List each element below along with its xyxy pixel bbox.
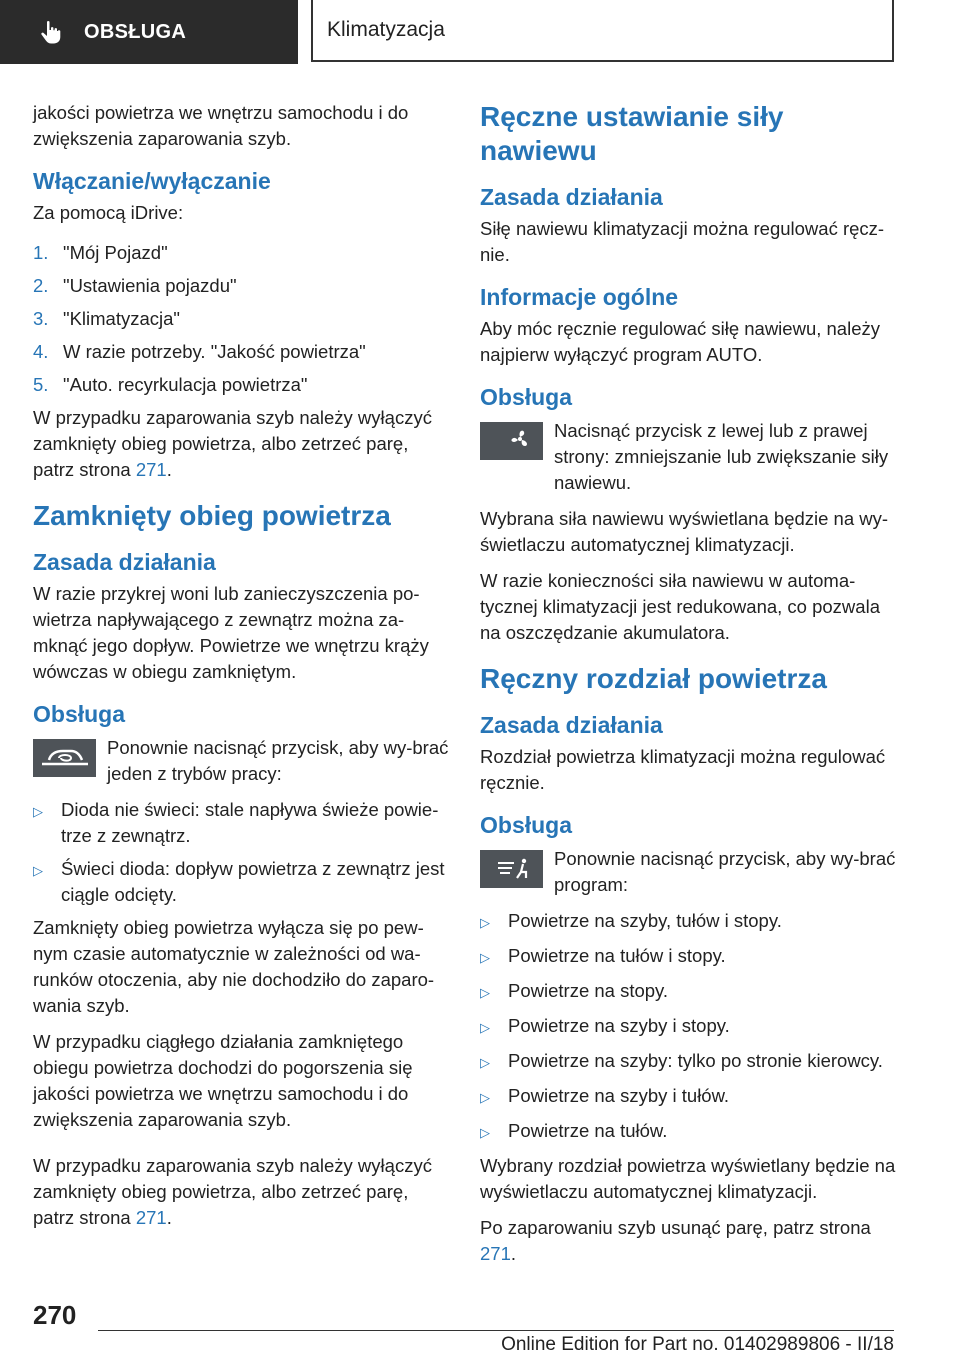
airflow-heading: Ręczne ustawianie siły nawiewu <box>480 101 784 166</box>
principle-heading: Zasada działania <box>480 184 663 210</box>
dist-operation-text: Ponownie nacisnąć przycisk, aby wy-brać program: <box>554 848 896 895</box>
list-item <box>480 1083 896 1111</box>
principle-text: W razie przykrej woni lub zanieczyszczenia po-wietrza napływającego z zewnątrz można za-mknąć jego dopływ. Powietrze we wnętrzu krąży wówczas w obiegu zamkniętym. <box>33 583 429 682</box>
mode-text: Dioda nie świeci: stale napływa świeże powie-trze z zewnątrz. <box>61 799 439 846</box>
program-text: Powietrze na szyby: tylko po stronie kierowcy. <box>508 1050 883 1071</box>
program-text: Powietrze na tułów i stopy. <box>508 945 726 966</box>
recirculation-button-row <box>33 735 449 787</box>
right-column <box>480 100 896 1277</box>
triangle-bullet-icon: ▷ <box>480 950 490 965</box>
operation-text: Ponownie nacisnąć przycisk, aby wy-brać jeden z trybów pracy: <box>107 737 449 784</box>
footer-divider <box>98 1330 894 1331</box>
triangle-bullet-icon: ▷ <box>480 1125 490 1140</box>
principle-text: Siłę nawiewu klimatyzacji można regulować ręcz-nie. <box>480 218 885 265</box>
list-item <box>480 908 896 936</box>
step-text: "Ustawienia pojazdu" <box>63 275 237 296</box>
list-item <box>33 368 449 401</box>
dist-principle-heading: Zasada działania <box>480 712 663 738</box>
fan-off-button-icon <box>480 422 543 460</box>
step-text: "Mój Pojazd" <box>63 242 168 263</box>
auto-off-text: Zamknięty obieg powietrza wyłącza się po pew-nym czasie automatycznie w zależności od wa-runków otoczenia, aby nie dochodziło do zaparo-wania szyb. <box>33 917 435 1016</box>
defog-text: Po zaparowaniu szyb usunąć parę, patrz strona <box>480 1217 871 1238</box>
list-item <box>480 1013 896 1041</box>
list-item <box>33 856 449 908</box>
program-text: Powietrze na szyby, tułów i stopy. <box>508 910 782 931</box>
list-item <box>33 269 449 302</box>
step-text: "Klimatyzacja" <box>63 308 180 329</box>
page-link[interactable]: 271 <box>135 459 167 480</box>
display-text: Wybrana siła nawiewu wyświetlana będzie na wy-świetlaczu automatycznej klimatyzacji. <box>480 508 889 555</box>
list-item <box>480 943 896 971</box>
chapter-tab[interactable] <box>311 0 894 62</box>
selected-text: Wybrany rozdział powietrza wyświetlany będzie na wyświetlaczu automatycznej klimatyzacji. <box>480 1155 896 1202</box>
list-item <box>33 236 449 269</box>
triangle-bullet-icon: ▷ <box>480 985 490 1000</box>
mode-text: Świeci dioda: dopływ powietrza z zewnątrz jest ciągle odcięty. <box>61 858 445 905</box>
step-text: "Auto. recyrkulacja powietrza" <box>63 374 308 395</box>
operation-heading: Obsługa <box>33 701 126 727</box>
defog-end: . <box>510 1243 517 1264</box>
program-text: Powietrze na stopy. <box>508 980 669 1001</box>
step-number: 5. <box>33 374 49 395</box>
general-heading: Informacje ogólne <box>480 284 679 310</box>
step-number: 1. <box>33 242 49 263</box>
list-item <box>480 978 896 1006</box>
intro-paragraph: jakości powietrza we wnętrzu samochodu i do zwiększenia zaparowania szyb. <box>33 102 409 149</box>
page-link[interactable]: 271 <box>480 1243 511 1264</box>
car-recirculation-icon <box>37 743 93 773</box>
step-number: 2. <box>33 275 49 296</box>
onoff-heading: Włączanie/wyłączanie <box>33 168 271 194</box>
distribution-programs <box>480 908 896 1146</box>
list-item <box>33 797 449 849</box>
list-item <box>480 1118 896 1146</box>
edition-text: Online Edition for Part no. 01402989806 - II/18 <box>501 1334 894 1355</box>
page-header <box>0 0 960 66</box>
step-number: 4. <box>33 341 49 362</box>
recirculation-heading: Zamknięty obieg powietrza <box>33 500 391 531</box>
recirculation-button-icon <box>33 739 96 777</box>
step-number: 3. <box>33 308 49 329</box>
section-tab[interactable] <box>0 0 298 64</box>
fan-operation-text: Nacisnąć przycisk z lewej lub z prawej strony: zmniejszanie lub zwiększanie siły nawiewu. <box>554 420 889 493</box>
program-text: Powietrze na szyby i stopy. <box>508 1015 730 1036</box>
hand-pointer-icon <box>38 19 64 45</box>
triangle-bullet-icon: ▷ <box>480 1020 490 1035</box>
recirculation-modes <box>33 797 449 908</box>
fog-text: W przypadku zaparowania szyb należy wyłączyć zamknięty obieg powietrza, albo zetrzeć parę, patrz strona <box>33 1155 432 1228</box>
triangle-bullet-icon: ▷ <box>480 1055 490 1070</box>
fog-paragraph-2 <box>33 1153 449 1231</box>
section-tab-label: OBSŁUGA <box>84 20 187 43</box>
fog-end: . <box>166 459 172 480</box>
reduce-text: W razie konieczności siła nawiewu w automa-tycznej klimatyzacji jest redukowana, co pozwala na oszczędzanie akumulatora. <box>480 570 880 643</box>
triangle-bullet-icon: ▷ <box>33 804 43 819</box>
fog-paragraph <box>33 405 449 483</box>
triangle-bullet-icon: ▷ <box>480 1090 490 1105</box>
triangle-bullet-icon: ▷ <box>480 915 490 930</box>
operation-heading: Obsługa <box>480 384 573 410</box>
distribution-heading: Ręczny rozdział powietrza <box>480 663 827 694</box>
fan-button-row <box>480 418 896 496</box>
dist-operation-heading: Obsługa <box>480 812 573 838</box>
program-text: Powietrze na tułów. <box>508 1120 668 1141</box>
left-column <box>33 100 449 1241</box>
step-text: W razie potrzeby. "Jakość powietrza" <box>63 341 366 362</box>
program-text: Powietrze na szyby i tułów. <box>508 1085 730 1106</box>
continuous-text: W przypadku ciągłego działania zamkniętego obiegu powietrza dochodzi do pogorszenia się jakości powietrza we wnętrzu samochodu i do zwiększenia zaparowania szyb. <box>33 1031 413 1130</box>
idrive-steps <box>33 236 449 401</box>
defog-paragraph <box>480 1215 896 1267</box>
general-text: Aby móc ręcznie regulować siłę nawiewu, należy najpierw wyłączyć program AUTO. <box>480 318 880 365</box>
fan-icon <box>484 426 540 456</box>
page-number: 270 <box>33 1300 77 1330</box>
fog-end: . <box>166 1207 172 1228</box>
list-item <box>480 1048 896 1076</box>
fog-text: W przypadku zaparowania szyb należy wyłączyć zamknięty obieg powietrza, albo zetrzeć parę, patrz strona <box>33 407 432 480</box>
distribution-button-row <box>480 846 896 898</box>
seat-airflow-icon <box>484 854 540 884</box>
air-distribution-button-icon <box>480 850 543 888</box>
principle-heading: Zasada działania <box>33 549 216 575</box>
page-link[interactable]: 271 <box>135 1207 167 1228</box>
triangle-bullet-icon: ▷ <box>33 863 43 878</box>
onoff-text: Za pomocą iDrive: <box>33 202 184 223</box>
list-item <box>33 335 449 368</box>
chapter-tab-label: Klimatyzacja <box>327 18 445 41</box>
list-item <box>33 302 449 335</box>
dist-principle-text: Rozdział powietrza klimatyzacji można regulować ręcznie. <box>480 746 886 793</box>
